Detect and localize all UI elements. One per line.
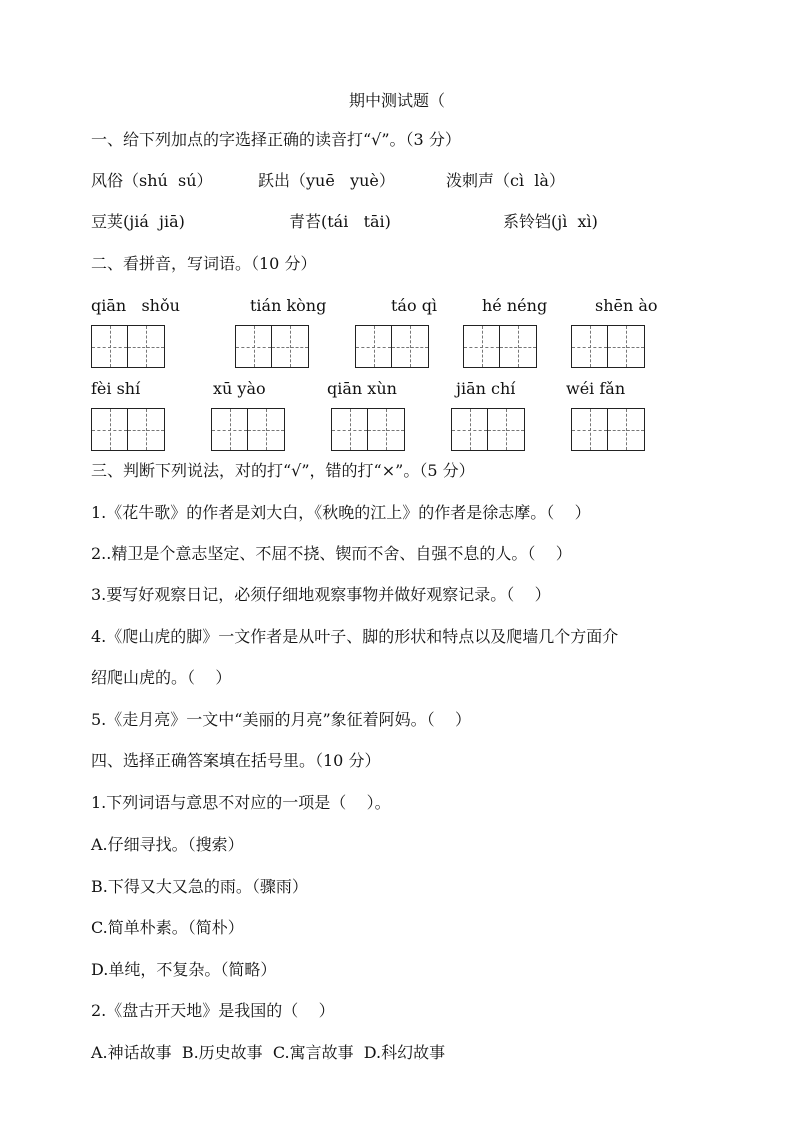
s4-q1-option-d: D.单纯，不复杂。（简略） <box>91 960 277 979</box>
writing-box[interactable] <box>463 325 537 368</box>
s1-item-1: 风俗（shú sú） <box>91 171 213 190</box>
s3-item-4-cont: 绍爬山虎的。（ ） <box>91 668 232 687</box>
pinyin-label: hé néng <box>482 296 548 315</box>
s3-item-4: 4.《爬山虎的脚》一文作者是从叶子、脚的形状和特点以及爬墙几个方面介 <box>91 627 619 646</box>
pinyin-label: jiān chí <box>456 379 516 398</box>
pinyin-label: tián kòng <box>250 296 327 315</box>
s1-item-3: 泼刺声（cì là） <box>446 171 565 190</box>
s1-item-5: 青苔(tái tāi) <box>289 212 391 231</box>
section2-heading: 二、看拼音，写词语。（10 分） <box>91 254 317 273</box>
writing-box[interactable] <box>211 408 285 451</box>
s1-item-6: 系铃铛(jì xì) <box>503 212 598 231</box>
page-title: 期中测试题（ <box>348 91 445 110</box>
s4-q1-option-c: C.简单朴素。（简朴） <box>91 918 244 937</box>
writing-box[interactable] <box>235 325 309 368</box>
pinyin-label: shēn ào <box>595 296 658 315</box>
writing-box[interactable] <box>91 408 165 451</box>
s4-q1-option-a: A.仔细寻找。（搜索） <box>91 835 244 854</box>
pinyin-label: qiān xùn <box>327 379 397 398</box>
s4-q1: 1.下列词语与意思不对应的一项是（ ）。 <box>91 793 391 812</box>
s4-q2: 2.《盘古开天地》是我国的（ ） <box>91 1001 335 1020</box>
writing-box[interactable] <box>571 325 645 368</box>
s4-q1-option-b: B.下得又大又急的雨。（骤雨） <box>91 877 308 896</box>
s1-item-2: 跃出（yuē yuè） <box>258 171 395 190</box>
s3-item-5: 5.《走月亮》一文中“美丽的月亮”象征着阿妈。（ ） <box>91 710 471 729</box>
writing-box[interactable] <box>331 408 405 451</box>
section3-heading: 三、判断下列说法，对的打“√”，错的打“×”。（5 分） <box>91 461 475 480</box>
pinyin-label: wéi fǎn <box>566 379 626 398</box>
writing-box[interactable] <box>571 408 645 451</box>
s3-item-3: 3.要写好观察日记，必须仔细地观察事物并做好观察记录。（ ） <box>91 585 551 604</box>
pinyin-label: xū yào <box>213 379 266 398</box>
s3-item-2: 2..精卫是个意志坚定、不屈不挠、锲而不舍、自强不息的人。（ ） <box>91 544 572 563</box>
section1-heading: 一、给下列加点的字选择正确的读音打“√”。（3 分） <box>91 130 461 149</box>
pinyin-label: táo qì <box>391 296 438 315</box>
s3-item-1: 1.《花牛歌》的作者是刘大白，《秋晚的江上》的作者是徐志摩。（ ） <box>91 503 591 522</box>
writing-box[interactable] <box>91 325 165 368</box>
s1-item-4: 豆荚(jiá jiā) <box>91 212 185 231</box>
section4-heading: 四、选择正确答案填在括号里。（10 分） <box>91 751 381 770</box>
writing-box[interactable] <box>451 408 525 451</box>
pinyin-label: fèi shí <box>91 379 141 398</box>
writing-box[interactable] <box>355 325 429 368</box>
pinyin-label: qiān shǒu <box>91 296 180 315</box>
s4-q2-options: A.神话故事 B.历史故事 C.寓言故事 D.科幻故事 <box>91 1043 446 1062</box>
